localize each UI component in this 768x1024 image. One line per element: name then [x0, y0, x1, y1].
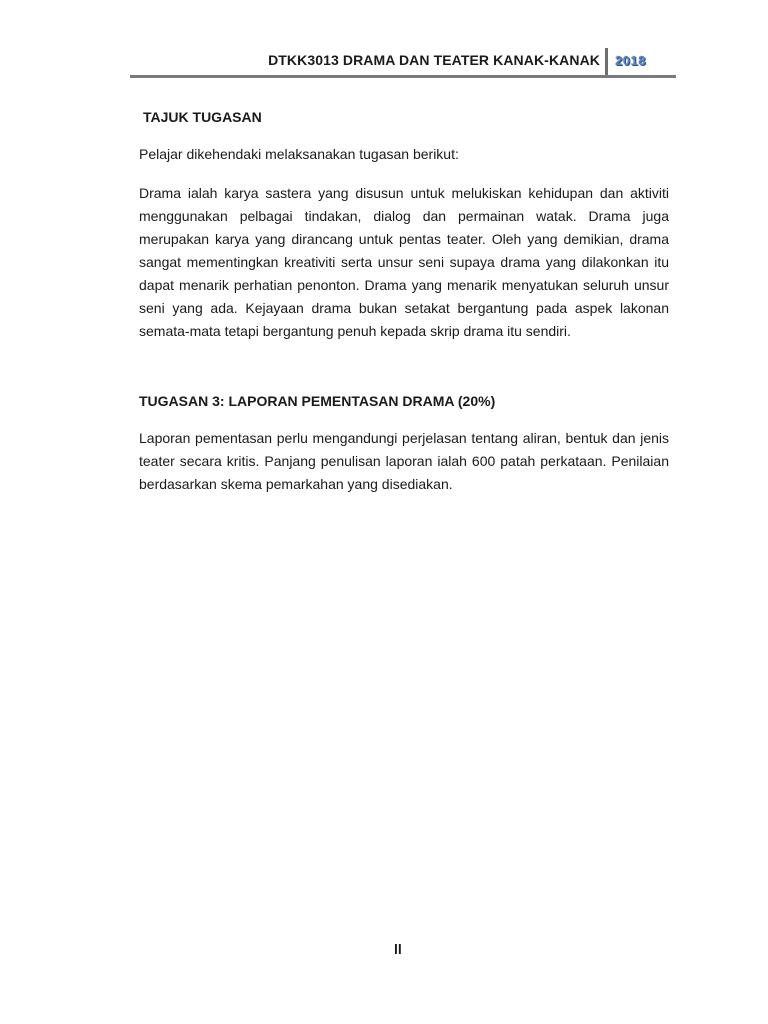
document-body	[139, 106, 669, 512]
header-rule	[130, 75, 676, 78]
page-number: ll	[394, 941, 402, 957]
task-paragraph: Laporan pementasan perlu mengandungi perjelasan tentang aliran, bentuk dan jenis teater secara kritis. Panjang penulisan laporan ialah 600 patah perkataan. Penilaian berdasarkan skema pemarkahan yang disediakan.	[139, 430, 669, 492]
section-title: TAJUK TUGASAN	[143, 109, 262, 125]
header-divider	[605, 48, 608, 78]
header-year: 2018	[615, 53, 646, 68]
intro-paragraph: Drama ialah karya sastera yang disusun untuk melukiskan kehidupan dan aktiviti menggunakan pelbagai tindakan, dialog dan permainan watak. Drama juga merupakan karya yang dirancang untuk pentas teater. Oleh yang demikian, drama sangat mementingkan kreativiti serta unsur seni supaya drama yang dilakonkan itu dapat menarik perhatian penonton. Drama yang menarik menyatukan seluruh unsur seni yang ada. Kejayaan drama bukan setakat bergantung pada aspek lakonan semata-mata tetapi bergantung penuh kepada skrip drama itu sendiri.	[139, 185, 669, 339]
instruction-text: Pelajar dikehendaki melaksanakan tugasan berikut:	[139, 146, 459, 162]
course-title: DTKK3013 DRAMA DAN TEATER KANAK-KANAK	[268, 52, 600, 68]
task-title: TUGASAN 3: LAPORAN PEMENTASAN DRAMA (20%)	[139, 393, 496, 409]
page-header	[130, 44, 676, 78]
